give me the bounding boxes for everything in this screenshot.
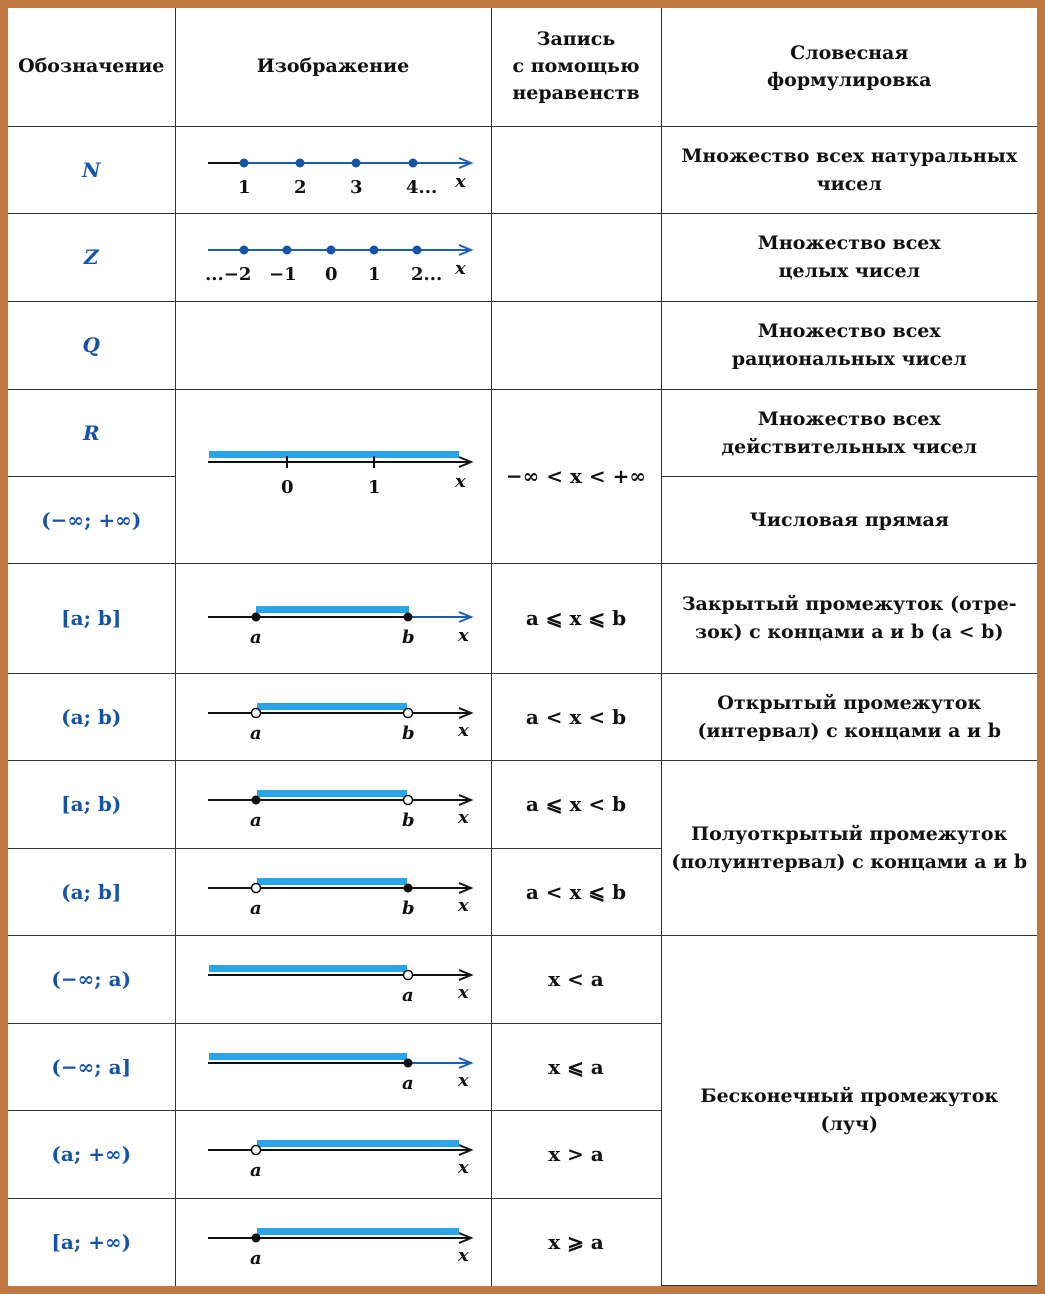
inequality-cell: x > a <box>491 1110 661 1198</box>
description-cell: Полуоткрытый промежуток (полуинтервал) с концами a и b <box>661 760 1037 935</box>
endpoint-label: a <box>250 627 262 649</box>
header-image: Изображение <box>175 8 491 126</box>
tick-label: 4... <box>406 176 438 198</box>
ray-greater-equal-line <box>183 1207 483 1277</box>
description-cell: Множество всех целых чисел <box>661 213 1037 301</box>
open-endpoint-b <box>404 796 413 805</box>
image-cell <box>175 126 491 213</box>
tick-label: 2 <box>294 176 307 198</box>
endpoint-label: b <box>402 722 415 744</box>
endpoint-label: b <box>402 897 415 919</box>
table-row <box>8 563 1037 673</box>
filled-interval <box>257 1140 459 1147</box>
table-row <box>8 126 1037 213</box>
ray-greater-than-line <box>183 1119 483 1189</box>
inequality-cell <box>491 126 661 213</box>
symbol-cell: Q <box>8 301 175 389</box>
closed-endpoint-a <box>404 1058 413 1067</box>
axis-label: x <box>458 1245 469 1267</box>
description-cell: Числовая прямая <box>661 476 1037 563</box>
filled-interval <box>257 878 407 885</box>
image-cell <box>175 673 491 760</box>
endpoint-label: a <box>250 897 262 919</box>
symbol-cell: (−∞; a) <box>8 935 175 1023</box>
axis-label: x <box>458 1069 469 1091</box>
closed-endpoint-a <box>252 613 261 622</box>
image-cell <box>175 389 491 563</box>
half-open-right-line <box>183 857 483 927</box>
tick-label: 0 <box>281 477 294 499</box>
table-header-row <box>8 8 1037 126</box>
inequality-cell: a ⩽ x < b <box>491 760 661 848</box>
inequality-cell: a ⩽ x ⩽ b <box>491 563 661 673</box>
open-endpoint-a <box>252 1146 261 1155</box>
table-row <box>8 760 1037 848</box>
filled-interval <box>209 1053 407 1060</box>
description-cell: Закрытый промежуток (отре- зок) с концами a и b (a < b) <box>661 563 1037 673</box>
description-cell: Бесконечный промежуток (луч) <box>661 935 1037 1285</box>
symbol-cell: (a; +∞) <box>8 1110 175 1198</box>
point <box>409 158 418 167</box>
table-row <box>8 935 1037 1023</box>
tick-label: 1 <box>368 264 381 286</box>
inequality-cell: x ⩾ a <box>491 1198 661 1285</box>
point <box>283 246 292 255</box>
half-open-left-line <box>183 769 483 839</box>
point <box>327 246 336 255</box>
symbol-cell: (a; b) <box>8 673 175 760</box>
point <box>413 246 422 255</box>
symbol-cell: [a; b) <box>8 760 175 848</box>
table-row <box>8 213 1037 301</box>
natural-number-line <box>183 135 483 205</box>
table-row <box>8 301 1037 389</box>
description-cell: Открытый промежуток (интервал) с концами a и b <box>661 673 1037 760</box>
endpoint-label: a <box>250 722 262 744</box>
inequality-cell: x ⩽ a <box>491 1023 661 1110</box>
closed-endpoint-b <box>404 883 413 892</box>
description-cell: Множество всех рациональных чисел <box>661 301 1037 389</box>
symbol-cell: [a; b] <box>8 563 175 673</box>
symbol-cell: Z <box>8 213 175 301</box>
axis-label: x <box>458 807 469 829</box>
symbol-cell: (−∞; +∞) <box>8 476 175 563</box>
tick-label: ...−2 <box>205 264 252 286</box>
image-cell <box>175 213 491 301</box>
tick-label: 1 <box>238 176 251 198</box>
filled-interval <box>257 1228 459 1235</box>
table-row <box>8 389 1037 476</box>
description-cell: Множество всех действительных чисел <box>661 389 1037 476</box>
image-cell <box>175 1110 491 1198</box>
header-notation: Обозначение <box>8 8 175 126</box>
image-cell <box>175 301 491 389</box>
image-cell <box>175 935 491 1023</box>
axis-label: x <box>458 719 469 741</box>
filled-interval <box>209 451 459 458</box>
tick-label: 0 <box>325 264 338 286</box>
number-sets-table <box>8 8 1037 1286</box>
symbol-cell: (a; b] <box>8 848 175 935</box>
endpoint-label: a <box>250 1160 262 1182</box>
axis-label: x <box>458 894 469 916</box>
open-endpoint-a <box>252 708 261 717</box>
tick-label: 2... <box>411 264 443 286</box>
description-cell: Множество всех натуральных чисел <box>661 126 1037 213</box>
axis-label: x <box>458 982 469 1004</box>
image-cell <box>175 760 491 848</box>
image-cell <box>175 1023 491 1110</box>
axis-label: x <box>455 170 466 192</box>
closed-interval-line <box>183 583 483 653</box>
closed-endpoint-b <box>404 613 413 622</box>
point <box>240 246 249 255</box>
symbol-cell: R <box>8 389 175 476</box>
ray-less-equal-line <box>183 1032 483 1102</box>
open-endpoint-a <box>252 883 261 892</box>
image-cell <box>175 563 491 673</box>
inequality-cell: x < a <box>491 935 661 1023</box>
filled-interval <box>257 703 407 710</box>
open-interval-line <box>183 682 483 752</box>
open-endpoint-a <box>404 971 413 980</box>
axis-label: x <box>455 471 466 493</box>
symbol-cell: [a; +∞) <box>8 1198 175 1285</box>
axis-label: x <box>455 258 466 280</box>
axis-label: x <box>458 1157 469 1179</box>
closed-endpoint-a <box>252 796 261 805</box>
filled-interval <box>257 790 407 797</box>
inequality-cell <box>491 213 661 301</box>
filled-interval <box>256 606 409 613</box>
ray-less-than-line <box>183 944 483 1014</box>
point <box>240 158 249 167</box>
table-row <box>8 673 1037 760</box>
endpoint-label: b <box>402 810 415 832</box>
endpoint-label: a <box>250 1248 262 1270</box>
tick-label: 3 <box>350 176 363 198</box>
inequality-cell: a < x ⩽ b <box>491 848 661 935</box>
endpoint-label: a <box>402 985 414 1007</box>
inequality-cell: −∞ < x < +∞ <box>491 389 661 563</box>
axis-label: x <box>458 625 469 647</box>
symbol-cell: (−∞; a] <box>8 1023 175 1110</box>
image-cell <box>175 848 491 935</box>
integer-number-line <box>183 222 483 292</box>
point <box>296 158 305 167</box>
image-cell <box>175 1198 491 1285</box>
open-endpoint-b <box>404 708 413 717</box>
endpoint-label: a <box>402 1072 414 1094</box>
endpoint-label: b <box>402 627 415 649</box>
point <box>352 158 361 167</box>
real-number-line <box>183 441 483 511</box>
closed-endpoint-a <box>252 1234 261 1243</box>
header-inequality: Запись с помощью неравенств <box>491 8 661 126</box>
symbol-cell: N <box>8 126 175 213</box>
filled-interval <box>209 965 407 972</box>
tick-label: 1 <box>368 477 381 499</box>
header-description: Словесная формулировка <box>661 8 1037 126</box>
endpoint-label: a <box>250 810 262 832</box>
tick-label: −1 <box>269 264 297 286</box>
inequality-cell <box>491 301 661 389</box>
point <box>370 246 379 255</box>
inequality-cell: a < x < b <box>491 673 661 760</box>
